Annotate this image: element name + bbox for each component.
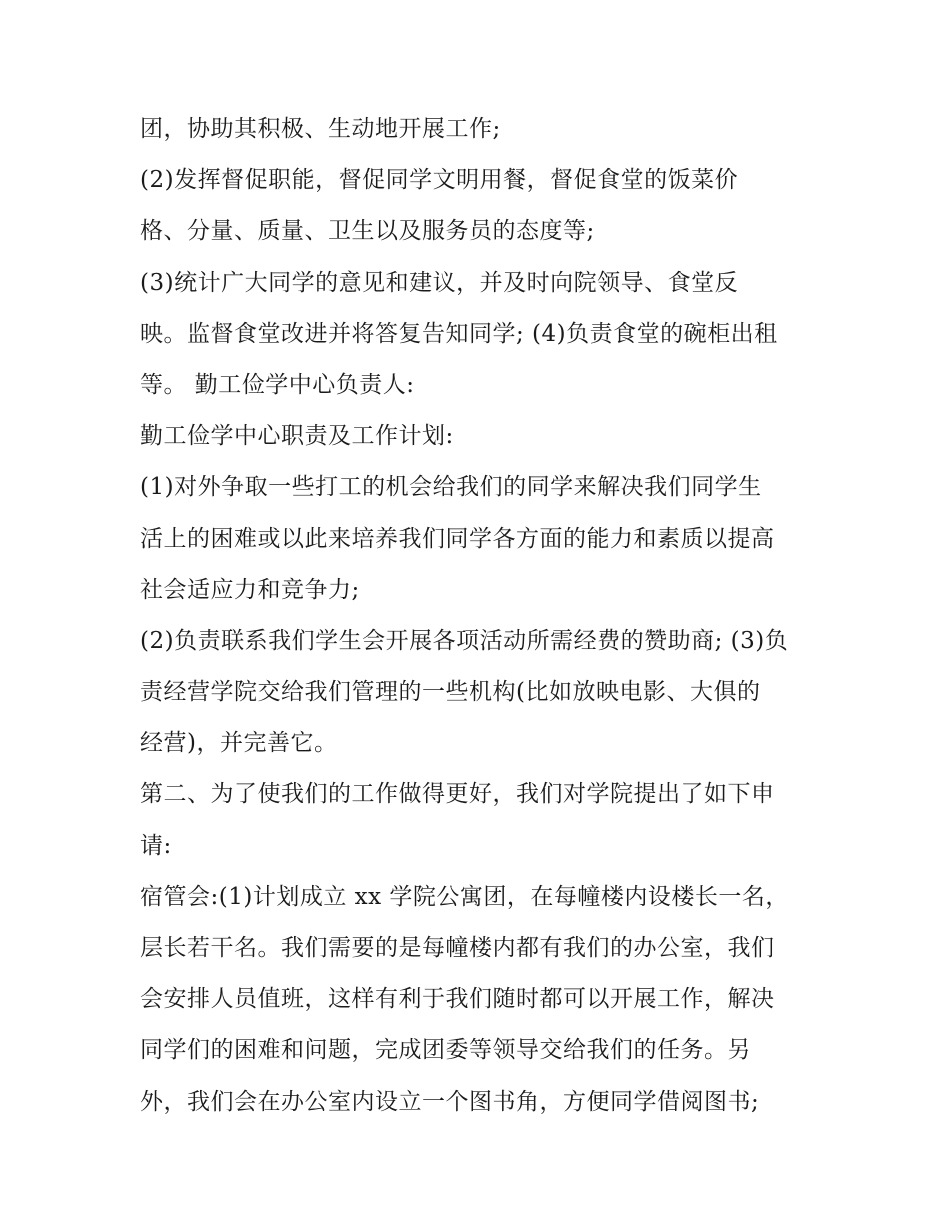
text-line: 勤工俭学中心职责及工作计划: — [140, 423, 454, 450]
text-line: 同学们的困难和问题，完成团委等领导交给我们的任务。另 — [140, 1037, 751, 1064]
text-line: (2)发挥督促职能，督促同学文明用餐，督促食堂的饭菜价 — [140, 167, 739, 194]
text-line: (1)对外争取一些打工的机会给我们的同学来解决我们同学生 — [140, 474, 762, 501]
text-line: 会安排人员值班，这样有利于我们随时都可以开展工作，解决 — [140, 986, 775, 1013]
text-line: 责经营学院交给我们管理的一些机构(比如放映电影、大俱的 — [140, 679, 761, 706]
text-line: 映。监督食堂改进并将答复告知同学; (4)负责食堂的碗柜出租 — [140, 320, 778, 347]
text-line: 活上的困难或以此来培养我们同学各方面的能力和素质以提高 — [140, 525, 775, 552]
text-line: (2)负责联系我们学生会开展各项活动所需经费的赞助商; (3)负 — [140, 627, 789, 654]
text-line: 格、分量、质量、卫生以及服务员的态度等; — [140, 218, 595, 245]
document-body — [140, 104, 830, 1128]
text-line: 社会适应力和竞争力; — [140, 576, 360, 603]
text-line: 外，我们会在办公室内设立一个图书角，方便同学借阅图书; — [140, 1088, 760, 1115]
text-line: 请: — [140, 832, 172, 859]
text-line: 第二、为了使我们的工作做得更好，我们对学院提出了如下申 — [140, 781, 775, 808]
text-line: 团，协助其积极、生动地开展工作; — [140, 116, 501, 142]
text-line: 层长若干名。我们需要的是每幢楼内都有我们的办公室，我们 — [140, 935, 775, 961]
text-line: 等。 勤工俭学中心负责人: — [140, 371, 415, 398]
text-line: 经营)，并完善它。 — [140, 730, 338, 757]
text-line: 宿管会:(1)计划成立 xx 学院公寓团，在每幢楼内设楼长一名， — [140, 883, 789, 910]
text-line: (3)统计广大同学的意见和建议，并及时向院领导、食堂反 — [140, 269, 739, 296]
